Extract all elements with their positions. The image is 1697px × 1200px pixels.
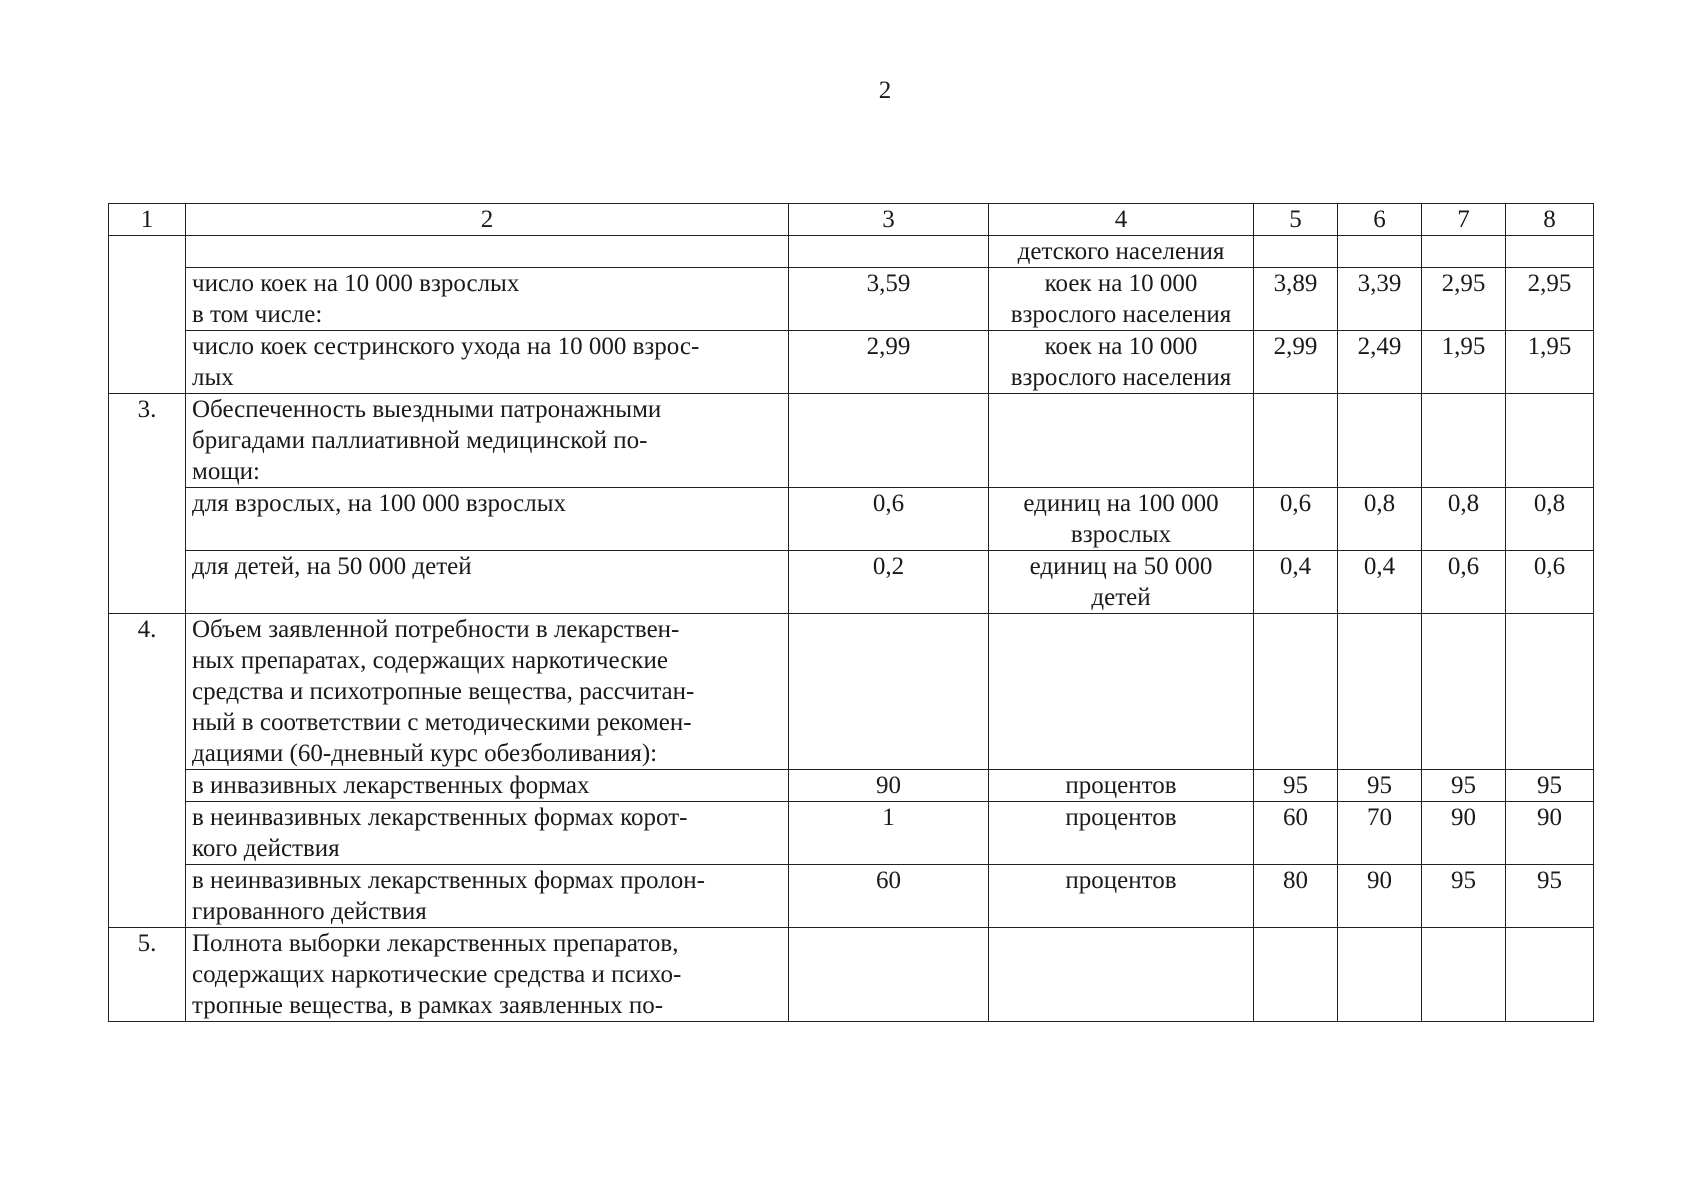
base-value: 60 — [789, 865, 989, 928]
indicator-name: для взрослых, на 100 000 взрослых — [186, 488, 789, 551]
year-value: 80 — [1254, 865, 1338, 928]
year-value — [1254, 394, 1338, 488]
header-cell: 6 — [1338, 204, 1422, 236]
unit — [989, 614, 1254, 770]
header-cell: 4 — [989, 204, 1254, 236]
year-value: 95 — [1422, 865, 1506, 928]
indicator-name: в неинвазивных лекарственных формах корот- кого действия — [186, 802, 789, 865]
year-value: 0,6 — [1506, 551, 1594, 614]
year-value: 90 — [1422, 802, 1506, 865]
table-body — [109, 236, 1594, 1022]
year-value — [1422, 928, 1506, 1022]
year-value — [1506, 614, 1594, 770]
year-value: 70 — [1338, 802, 1422, 865]
header-row — [109, 204, 1594, 236]
base-value — [789, 394, 989, 488]
unit: коек на 10 000 взрослого населения — [989, 331, 1254, 394]
table-row — [109, 770, 1594, 802]
year-value: 2,95 — [1506, 268, 1594, 331]
unit: единиц на 50 000 детей — [989, 551, 1254, 614]
year-value: 95 — [1422, 770, 1506, 802]
unit: процентов — [989, 865, 1254, 928]
row-number: 4. — [109, 614, 186, 928]
base-value: 1 — [789, 802, 989, 865]
year-value — [1338, 614, 1422, 770]
base-value — [789, 928, 989, 1022]
header-cell: 3 — [789, 204, 989, 236]
table-row — [109, 331, 1594, 394]
year-value — [1422, 614, 1506, 770]
row-number: 5. — [109, 928, 186, 1022]
indicators-table — [108, 203, 1594, 1022]
year-value: 0,8 — [1338, 488, 1422, 551]
base-value: 0,2 — [789, 551, 989, 614]
year-value — [1254, 236, 1338, 268]
unit — [989, 928, 1254, 1022]
base-value: 90 — [789, 770, 989, 802]
year-value: 95 — [1338, 770, 1422, 802]
base-value — [789, 236, 989, 268]
indicator-name: в инвазивных лекарственных формах — [186, 770, 789, 802]
unit: детского населения — [989, 236, 1254, 268]
year-value — [1254, 614, 1338, 770]
unit — [989, 394, 1254, 488]
year-value: 90 — [1506, 802, 1594, 865]
base-value — [789, 614, 989, 770]
year-value: 0,4 — [1338, 551, 1422, 614]
year-value — [1254, 928, 1338, 1022]
year-value: 90 — [1338, 865, 1422, 928]
indicator-name: для детей, на 50 000 детей — [186, 551, 789, 614]
table-row — [109, 488, 1594, 551]
header-cell: 7 — [1422, 204, 1506, 236]
year-value — [1506, 394, 1594, 488]
page-number: 2 — [878, 77, 892, 104]
year-value — [1338, 394, 1422, 488]
year-value: 0,8 — [1422, 488, 1506, 551]
table-row — [109, 268, 1594, 331]
year-value — [1338, 928, 1422, 1022]
year-value: 0,8 — [1506, 488, 1594, 551]
unit: процентов — [989, 770, 1254, 802]
year-value: 95 — [1506, 865, 1594, 928]
header-cell: 5 — [1254, 204, 1338, 236]
year-value: 2,99 — [1254, 331, 1338, 394]
year-value: 1,95 — [1506, 331, 1594, 394]
table-row — [109, 928, 1594, 1022]
year-value: 1,95 — [1422, 331, 1506, 394]
indicator-name: в неинвазивных лекарственных формах пролон- гированного действия — [186, 865, 789, 928]
year-value — [1506, 236, 1594, 268]
indicator-name: Объем заявленной потребности в лекарствен- ных препаратах, содержащих наркотические средства и психотропные вещества, рассчитан- ный в соответствии с методическими рекомен- дациями (60-дневный курс обезболивания): — [186, 614, 789, 770]
year-value: 2,49 — [1338, 331, 1422, 394]
table-row — [109, 236, 1594, 268]
row-number: 3. — [109, 394, 186, 614]
year-value: 95 — [1506, 770, 1594, 802]
year-value: 3,39 — [1338, 268, 1422, 331]
unit: единиц на 100 000 взрослых — [989, 488, 1254, 551]
indicator-name: Полнота выборки лекарственных препаратов, содержащих наркотические средства и психо- тропные вещества, в рамках заявленных по- — [186, 928, 789, 1022]
table-row — [109, 802, 1594, 865]
base-value: 0,6 — [789, 488, 989, 551]
year-value: 3,89 — [1254, 268, 1338, 331]
base-value: 2,99 — [789, 331, 989, 394]
header-cell: 1 — [109, 204, 186, 236]
year-value — [1506, 928, 1594, 1022]
year-value: 0,6 — [1422, 551, 1506, 614]
year-value — [1422, 236, 1506, 268]
table-row — [109, 865, 1594, 928]
year-value: 95 — [1254, 770, 1338, 802]
header-cell: 8 — [1506, 204, 1594, 236]
indicator-name: число коек на 10 000 взрослых в том числе: — [186, 268, 789, 331]
indicator-name: Обеспеченность выездными патронажными бригадами паллиативной медицинской по- мощи: — [186, 394, 789, 488]
year-value — [1338, 236, 1422, 268]
table-row — [109, 394, 1594, 488]
year-value: 0,4 — [1254, 551, 1338, 614]
unit: процентов — [989, 802, 1254, 865]
table-row — [109, 551, 1594, 614]
indicator-name: число коек сестринского ухода на 10 000 взрос- лых — [186, 331, 789, 394]
year-value: 2,95 — [1422, 268, 1506, 331]
row-number — [109, 236, 186, 394]
table-row — [109, 614, 1594, 770]
header-cell: 2 — [186, 204, 789, 236]
year-value: 0,6 — [1254, 488, 1338, 551]
base-value: 3,59 — [789, 268, 989, 331]
year-value: 60 — [1254, 802, 1338, 865]
unit: коек на 10 000 взрослого населения — [989, 268, 1254, 331]
indicator-name — [186, 236, 789, 268]
year-value — [1422, 394, 1506, 488]
